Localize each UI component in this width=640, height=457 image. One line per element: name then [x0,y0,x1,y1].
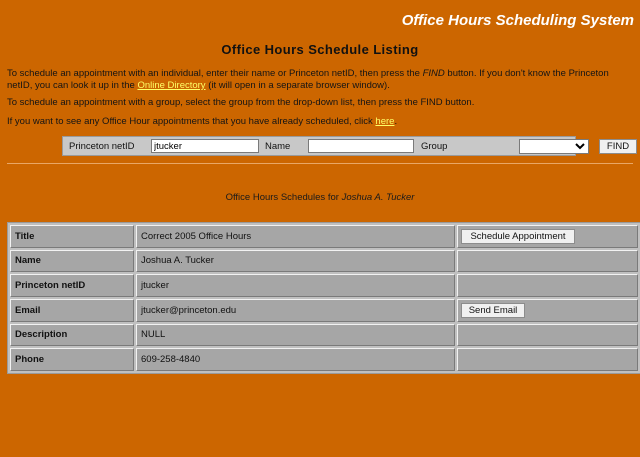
instruction-scheduled [7,116,635,128]
find-button[interactable]: FIND [599,139,637,154]
netid-label: Princeton netID [69,141,135,152]
schedule-details-table [7,222,640,374]
table-row [10,250,638,273]
netid-input[interactable] [151,139,259,153]
find-emphasis: FIND [422,68,445,79]
table-row [10,324,638,347]
instruction-text: (it will open in a separate browser window). [205,80,390,91]
search-bar [62,136,630,156]
row-action [457,250,638,273]
results-heading-name: Joshua A. Tucker [341,192,415,203]
row-label: Name [10,250,134,273]
results-heading-prefix: Office Hours Schedules for [225,192,342,203]
online-directory-link[interactable]: Online Directory [137,80,206,91]
instruction-text: button. If you don't know the Princeton netID, you can look it up in the [7,68,609,91]
results-heading [0,192,640,203]
row-label: Title [10,225,134,248]
row-label: Phone [10,348,134,371]
instruction-group: To schedule an appointment with a group, select the group from the drop-down list, then press the FIND button. [7,97,475,108]
my-appointments-link[interactable]: here [375,116,395,127]
row-value: Joshua A. Tucker [136,250,455,273]
row-action [457,324,638,347]
name-label: Name [265,141,291,152]
row-value: 609-258-4840 [136,348,455,371]
row-action [457,274,638,297]
row-label: Princeton netID [10,274,134,297]
send-email-button[interactable]: Send Email [461,303,525,318]
name-input[interactable] [308,139,414,153]
page-title: Office Hours Schedule Listing [221,42,419,57]
instruction-text: If you want to see any Office Hour appointments that you have already scheduled, click [7,116,376,127]
table-row [10,225,638,248]
row-label: Email [10,299,134,322]
row-label: Description [10,324,134,347]
schedule-appointment-button[interactable]: Schedule Appointment [461,229,575,244]
row-action [457,299,638,322]
app-title: Office Hours Scheduling System [401,12,634,29]
instruction-text: . [394,116,398,127]
row-value: Correct 2005 Office Hours [136,225,455,248]
instruction-text: To schedule an appointment with an individual, enter their name or Princeton netID, then press the [7,68,423,79]
table-row [10,274,638,297]
divider [7,163,633,164]
table-row [10,299,638,322]
instruction-individual [7,68,635,92]
table-row [10,348,638,371]
row-value: jtucker [136,274,455,297]
group-select[interactable] [519,139,589,154]
row-value: jtucker@princeton.edu [136,299,455,322]
group-label: Group [421,141,448,152]
row-action [457,225,638,248]
row-action [457,348,638,371]
row-value: NULL [136,324,455,347]
